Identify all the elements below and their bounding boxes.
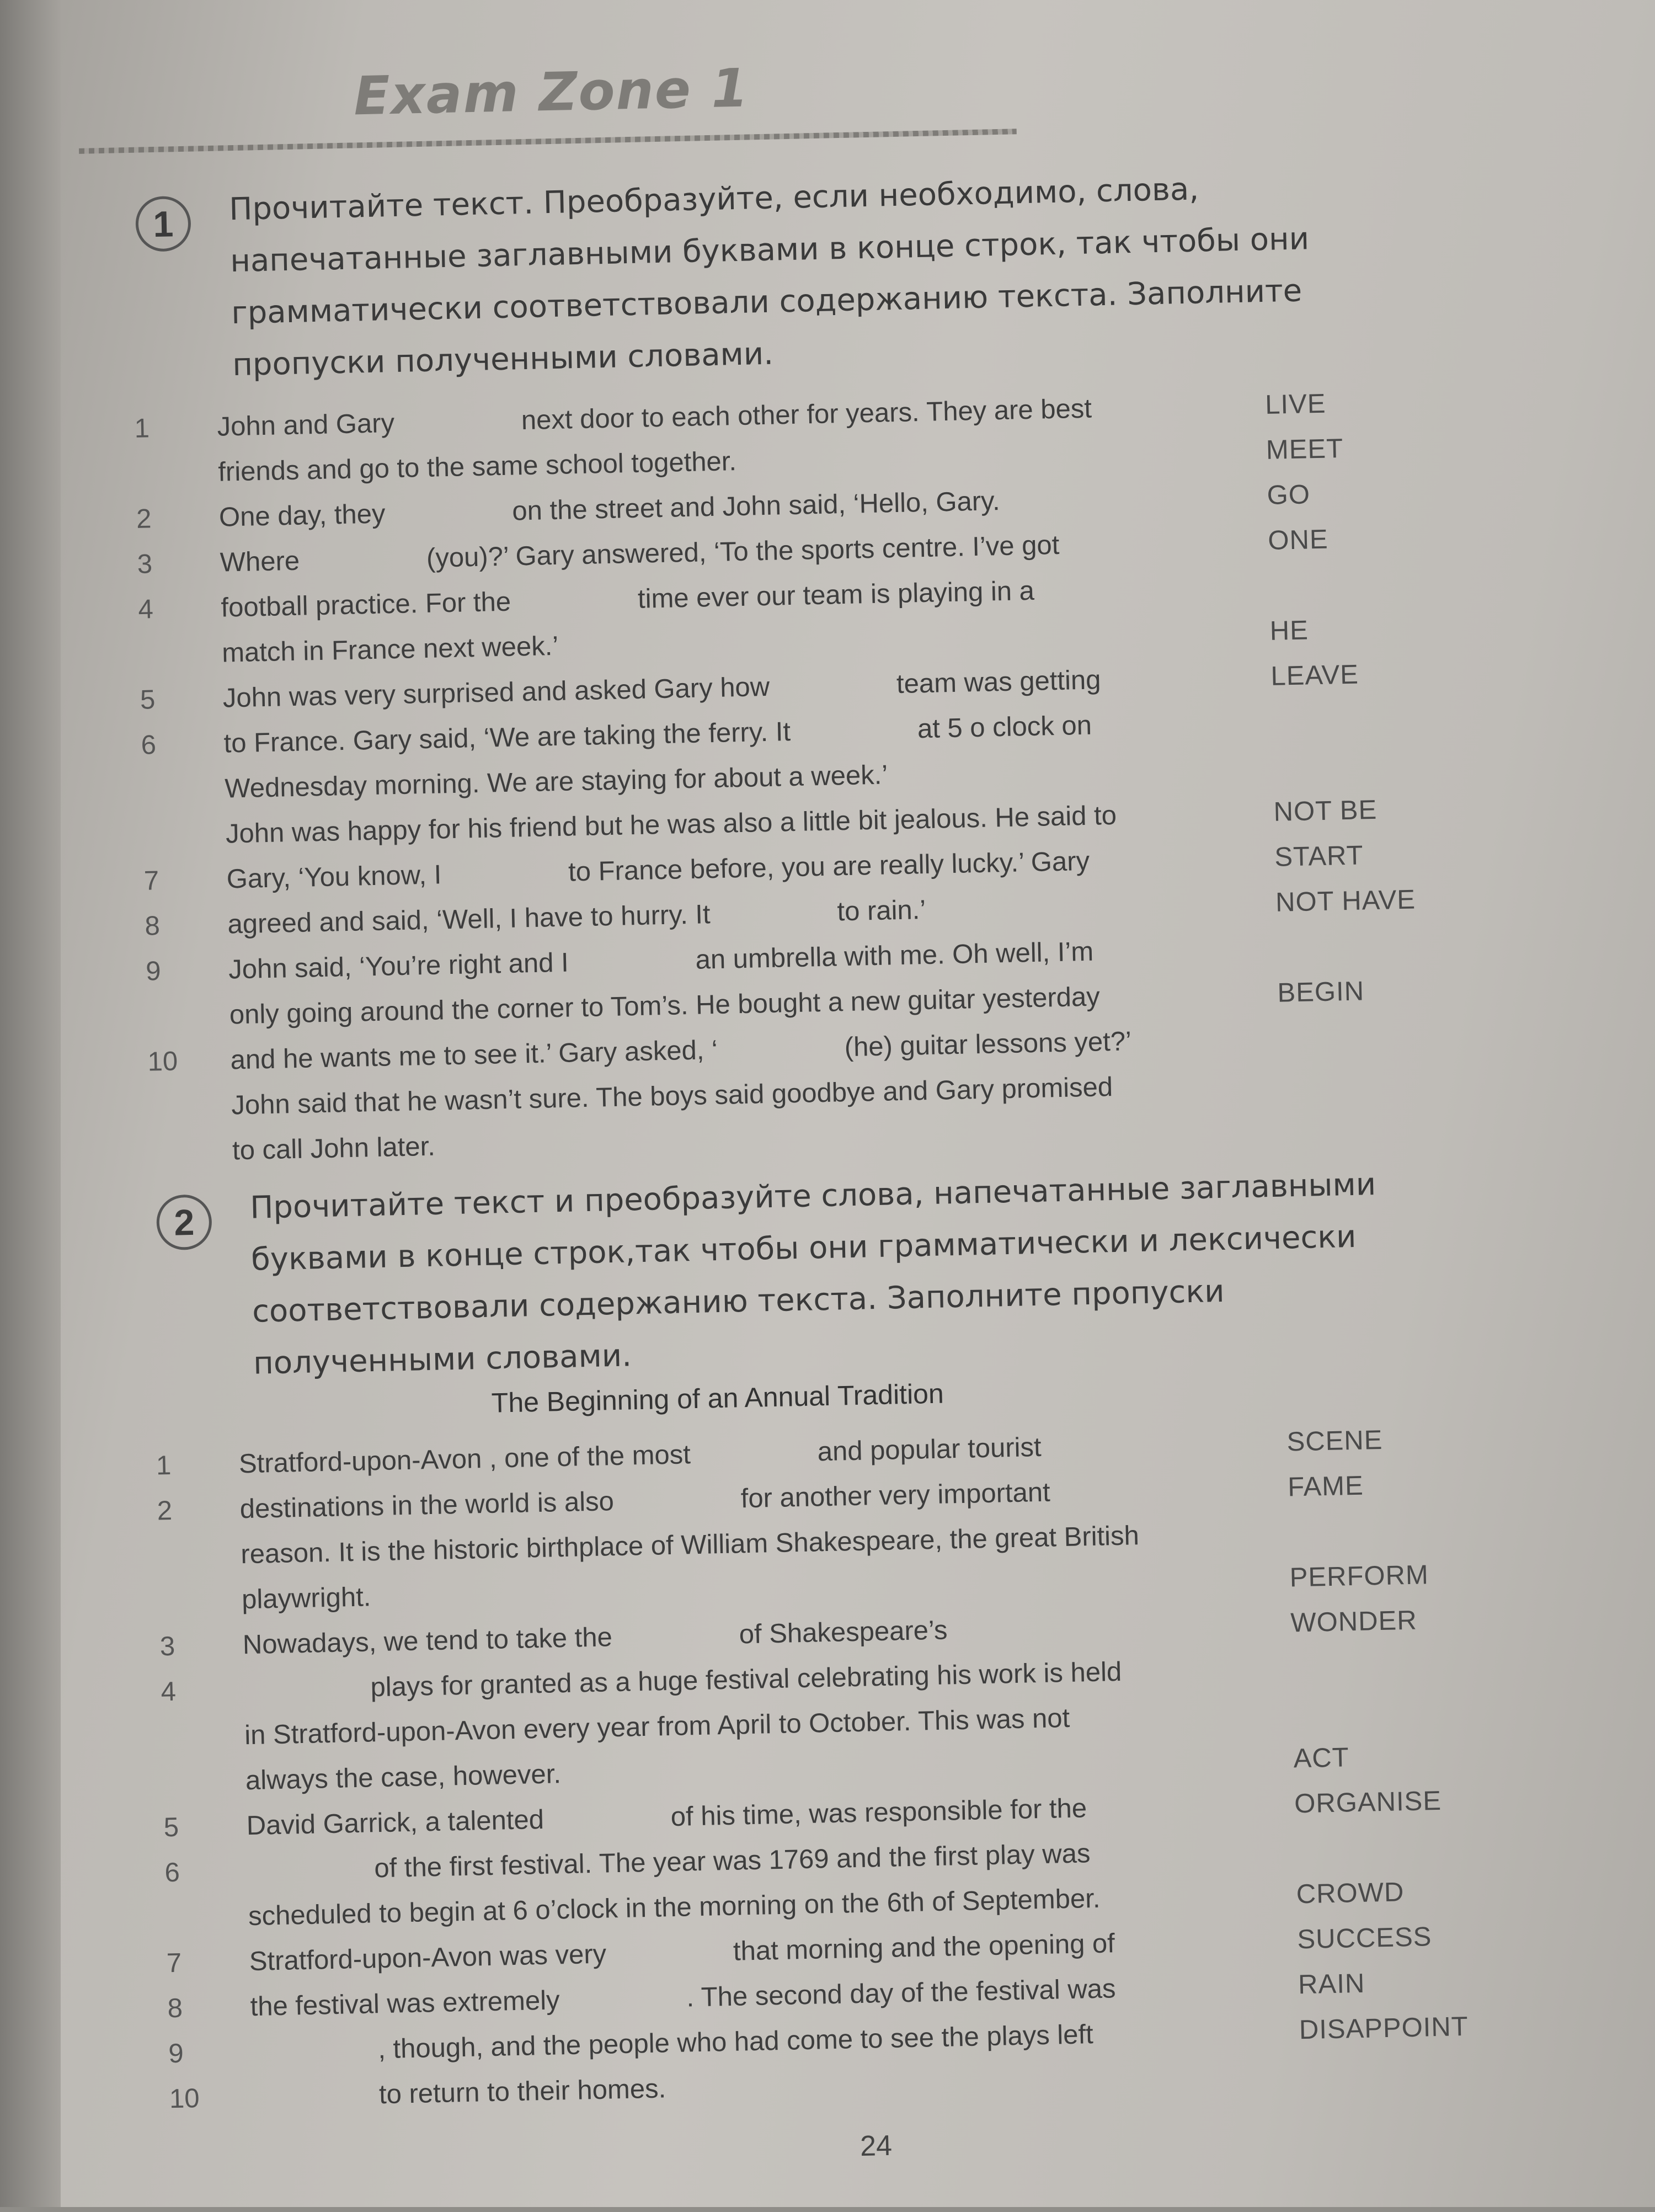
answer-blank[interactable] [394, 429, 521, 432]
text-before-gap [243, 1675, 244, 1705]
section-header: Exam Zone 1 [353, 57, 750, 127]
text-after-gap: (he) guitar lessons yet?’ [844, 1026, 1132, 1063]
answer-blank[interactable] [614, 1507, 741, 1510]
answer-blank[interactable] [560, 2007, 687, 2010]
key-word: LEAVE [1270, 659, 1359, 691]
text-after-gap: on the street and John said, ‘Hello, Gary. [511, 486, 1001, 526]
line-number: 3 [137, 549, 153, 579]
text-after-gap: plays for granted as a huge festival celebrating his work is held [370, 1656, 1122, 1703]
answer-blank[interactable] [511, 608, 638, 611]
text-before-gap: Wednesday morning. We are staying for about a week.’ [224, 760, 888, 804]
line-text [232, 1124, 435, 1173]
text-after-gap: of his time, was responsible for the [670, 1793, 1087, 1832]
key-word: MEET [1266, 433, 1344, 465]
text-before-gap: Nowadays, we tend to take the [242, 1622, 613, 1660]
text-before-gap: in Stratford-upon-Avon every year from April to October. This was not [244, 1703, 1070, 1751]
text-after-gap: to France before, you are really lucky.’ Gary [568, 846, 1090, 887]
text-after-gap: team was getting [896, 665, 1101, 700]
text-before-gap: John said that he wasn’t sure. The boys said goodbye and Gary promised [231, 1072, 1113, 1121]
text-before-gap: the festival was extremely [250, 1985, 560, 2022]
line-number: 5 [140, 685, 156, 715]
line-number: 1 [134, 413, 150, 444]
answer-blank[interactable] [386, 520, 512, 523]
key-word: FAME [1287, 1470, 1364, 1502]
text-before-gap: always the case, however. [245, 1759, 562, 1796]
answer-blank[interactable] [606, 1960, 733, 1963]
key-word: WONDER [1290, 1605, 1418, 1638]
line-number [165, 1895, 204, 1896]
text-after-gap: . The second day of the festival was [686, 1974, 1116, 2013]
text-before-gap: John was very surprised and asked Gary how [222, 671, 770, 713]
key-word: SCENE [1286, 1425, 1383, 1457]
line-number [162, 1714, 200, 1715]
text-after-gap: (you)?’ Gary answered, ‘To the sports centre. I’ve got [426, 530, 1060, 573]
line-number: 10 [147, 1046, 178, 1077]
answer-blank[interactable] [252, 2103, 379, 2106]
line-number [158, 1533, 196, 1534]
text-after-gap: at 5 o clock on [917, 710, 1092, 744]
line-number: 6 [164, 1857, 180, 1888]
text-after-gap: for another very important [740, 1477, 1051, 1514]
text-before-gap [247, 1856, 248, 1886]
line-number: 10 [169, 2083, 200, 2114]
task-2-number: 2 [156, 1194, 212, 1250]
answer-blank[interactable] [442, 881, 569, 884]
line-text [245, 1752, 562, 1803]
text-before-gap: playwright. [241, 1582, 371, 1615]
key-word: BEGIN [1277, 976, 1365, 1008]
text-before-gap: Gary, ‘You know, I [226, 860, 442, 894]
text-after-gap: that morning and the opening of [733, 1928, 1115, 1966]
text-before-gap: football practice. For the [220, 587, 511, 623]
text-before-gap: John was happy for his friend but he was also a little bit jealous. He said to [225, 800, 1117, 849]
key-word: RAIN [1298, 1968, 1365, 2000]
instruction-line: напечатанные заглавными буквами в конце строк, так чтобы они [229, 221, 1310, 280]
instruction-line: пропуски полученными словами. [232, 335, 774, 383]
text-after-gap: and popular tourist [817, 1432, 1042, 1467]
text-title: The Beginning of an Annual Tradition [491, 1378, 944, 1419]
text-after-gap: , though, and the people who had come to see the plays left [377, 2019, 1094, 2065]
answer-blank[interactable] [791, 738, 917, 740]
key-word: LIVE [1264, 388, 1327, 420]
text-before-gap: agreed and said, ‘Well, I have to hurry. It [227, 899, 711, 940]
text-before-gap: David Garrick, a talented [246, 1804, 544, 1841]
key-word: HE [1269, 615, 1309, 646]
line-number: 2 [157, 1495, 173, 1526]
answer-blank[interactable] [718, 1056, 845, 1059]
key-word: ONE [1267, 524, 1329, 556]
text-before-gap: scheduled to begin at 6 o’clock in the morning on the 6th of September. [248, 1883, 1101, 1932]
text-after-gap: of the first festival. The year was 1769 and the first play was [373, 1838, 1091, 1884]
line-number: 4 [137, 594, 154, 625]
answer-blank[interactable] [248, 1877, 375, 1880]
line-number: 7 [166, 1948, 182, 1979]
text-before-gap [251, 2037, 252, 2067]
instruction-line: полученными словами. [253, 1337, 632, 1382]
key-word: PERFORM [1289, 1560, 1429, 1593]
instruction-line: грамматически соответствовали содержанию текста. Заполните [231, 273, 1302, 332]
instruction-line: буквами в конце строк,так чтобы они грамматически и лексически [250, 1218, 1357, 1278]
key-word: CROWD [1296, 1877, 1405, 1910]
key-word: GO [1267, 479, 1311, 510]
line-text [252, 2066, 666, 2119]
line-number: 7 [143, 866, 159, 896]
line-number: 8 [145, 911, 161, 941]
line-number: 9 [168, 2038, 184, 2069]
task-1-number: 1 [135, 196, 191, 252]
answer-blank[interactable] [569, 969, 696, 972]
instruction-line: Прочитайте текст. Преобразуйте, если необходимо, слова, [228, 171, 1199, 228]
line-number: 9 [145, 956, 162, 987]
task-2-instruction [249, 1159, 1380, 1390]
text-before-gap: Where [220, 546, 300, 578]
text-before-gap: Stratford-upon-Avon was very [249, 1939, 607, 1977]
line-number: 8 [167, 1993, 183, 2024]
line-number: 5 [163, 1812, 179, 1843]
answer-blank[interactable] [691, 1461, 818, 1463]
text-before-gap: reason. It is the historic birthplace of William Shakespeare, the great British [240, 1521, 1140, 1570]
text-before-gap: to France. Gary said, ‘We are taking the ferry. It [223, 717, 791, 759]
line-text [241, 1575, 371, 1622]
line-number [142, 767, 180, 768]
instruction-line: Прочитайте текст и преобразуйте слова, напечатанные заглавными [249, 1166, 1376, 1226]
key-word: NOT HAVE [1275, 884, 1416, 918]
page-number: 24 [859, 2129, 893, 2163]
line-number: 2 [136, 504, 152, 534]
text-before-gap: only going around the corner to Tom’s. He bought a new guitar yesterday [229, 982, 1101, 1030]
line-number: 6 [141, 730, 157, 760]
text-before-gap: Stratford-upon-Avon , one of the most [238, 1440, 691, 1479]
key-word: DISAPPOINT [1299, 2011, 1469, 2045]
text-before-gap: John and Gary [217, 408, 395, 442]
line-number: 3 [159, 1631, 175, 1662]
answer-blank[interactable] [252, 2058, 378, 2061]
line-number [148, 1084, 187, 1085]
text-after-gap: an umbrella with me. Oh well, I’m [695, 936, 1094, 975]
text-before-gap: destinations in the world is also [239, 1486, 615, 1525]
text-after-gap: next door to each other for years. They are best [521, 393, 1092, 436]
answer-blank[interactable] [544, 1826, 671, 1829]
key-word: ORGANISE [1294, 1785, 1442, 1819]
text-before-gap: friends and go to the same school together. [217, 446, 737, 487]
task-1-instruction [228, 161, 1312, 391]
text-after-gap: time ever our team is playing in a [637, 575, 1035, 614]
text-before-gap: match in France next week.’ [221, 631, 559, 668]
text-before-gap: One day, they [218, 499, 386, 532]
text-before-gap: John said, ‘You’re right and I [228, 947, 569, 985]
line-text [221, 624, 559, 675]
text-after-gap: of Shakespeare’s [739, 1615, 948, 1650]
answer-blank[interactable] [770, 693, 896, 696]
line-number [149, 1129, 188, 1130]
instruction-line: соответствовали содержанию текста. Заполните пропуски [252, 1273, 1225, 1330]
key-word: SUCCESS [1296, 1922, 1432, 1955]
text-before-gap: and he wants me to see it.’ Gary asked, ‘ [230, 1035, 718, 1075]
line-number: 4 [161, 1676, 177, 1707]
answer-blank[interactable] [612, 1643, 739, 1646]
answer-blank[interactable] [244, 1696, 371, 1699]
answer-blank[interactable] [711, 920, 837, 923]
text-after-gap: to return to their homes. [378, 2074, 666, 2110]
key-word: ACT [1293, 1742, 1350, 1774]
line-number: 1 [156, 1450, 172, 1481]
text-before-gap: to call John later. [232, 1131, 436, 1166]
key-word: START [1274, 840, 1364, 872]
text-after-gap: to rain.’ [836, 895, 926, 927]
key-word: NOT BE [1273, 795, 1378, 827]
workbook-page [44, 17, 1655, 2212]
answer-blank[interactable] [300, 567, 426, 570]
header-divider [79, 129, 1017, 154]
